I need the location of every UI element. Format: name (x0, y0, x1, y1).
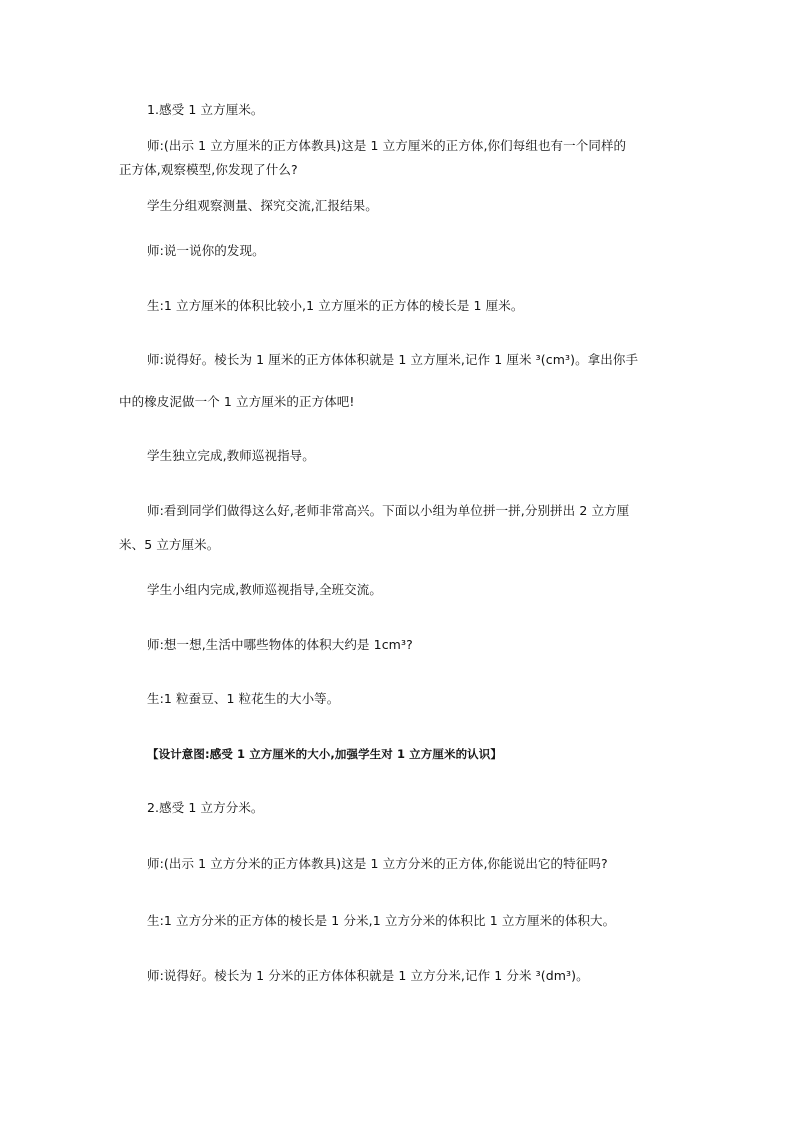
teacher-question: 师:想一想,生活中哪些物体的体积大约是 1cm³? (147, 637, 413, 652)
student-activity: 学生分组观察测量、探究交流,汇报结果。 (147, 198, 378, 213)
teacher-instruction-continuation: 米、5 立方厘米。 (119, 537, 220, 552)
design-intent-note: 【设计意图:感受 1 立方厘米的大小,加强学生对 1 立方厘米的认识】 (147, 747, 502, 761)
teacher-prompt: 师:说一说你的发现。 (147, 243, 265, 258)
teacher-definition: 师:说得好。棱长为 1 分米的正方体体积就是 1 立方分米,记作 1 分米 ³(dm³)。 (147, 968, 589, 983)
teacher-instruction: 师:看到同学们做得这么好,老师非常高兴。下面以小组为单位拼一拼,分别拼出 2 立方厘 (147, 503, 630, 518)
teacher-statement: 师:(出示 1 立方厘米的正方体教具)这是 1 立方厘米的正方体,你们每组也有一个同样的 (147, 138, 627, 153)
student-activity: 学生小组内完成,教师巡视指导,全班交流。 (147, 582, 382, 597)
teacher-question: 师:(出示 1 立方分米的正方体教具)这是 1 立方分米的正方体,你能说出它的特征吗? (147, 856, 608, 871)
student-answer: 生:1 粒蚕豆、1 粒花生的大小等。 (147, 691, 340, 706)
student-answer: 生:1 立方厘米的体积比较小,1 立方厘米的正方体的棱长是 1 厘米。 (147, 298, 524, 313)
student-activity: 学生独立完成,教师巡视指导。 (147, 448, 315, 463)
teacher-definition: 师:说得好。棱长为 1 厘米的正方体体积就是 1 立方厘米,记作 1 厘米 ³(cm³)。拿出你手 (147, 352, 639, 367)
teacher-statement-continuation: 正方体,观察模型,你发现了什么? (119, 162, 298, 177)
student-answer: 生:1 立方分米的正方体的棱长是 1 分米,1 立方分米的体积比 1 立方厘米的体积大。 (147, 913, 616, 928)
section-heading-cubic-decimeter: 2.感受 1 立方分米。 (147, 800, 264, 815)
section-heading-cubic-centimeter: 1.感受 1 立方厘米。 (147, 102, 264, 117)
teacher-definition-continuation: 中的橡皮泥做一个 1 立方厘米的正方体吧! (119, 394, 355, 409)
